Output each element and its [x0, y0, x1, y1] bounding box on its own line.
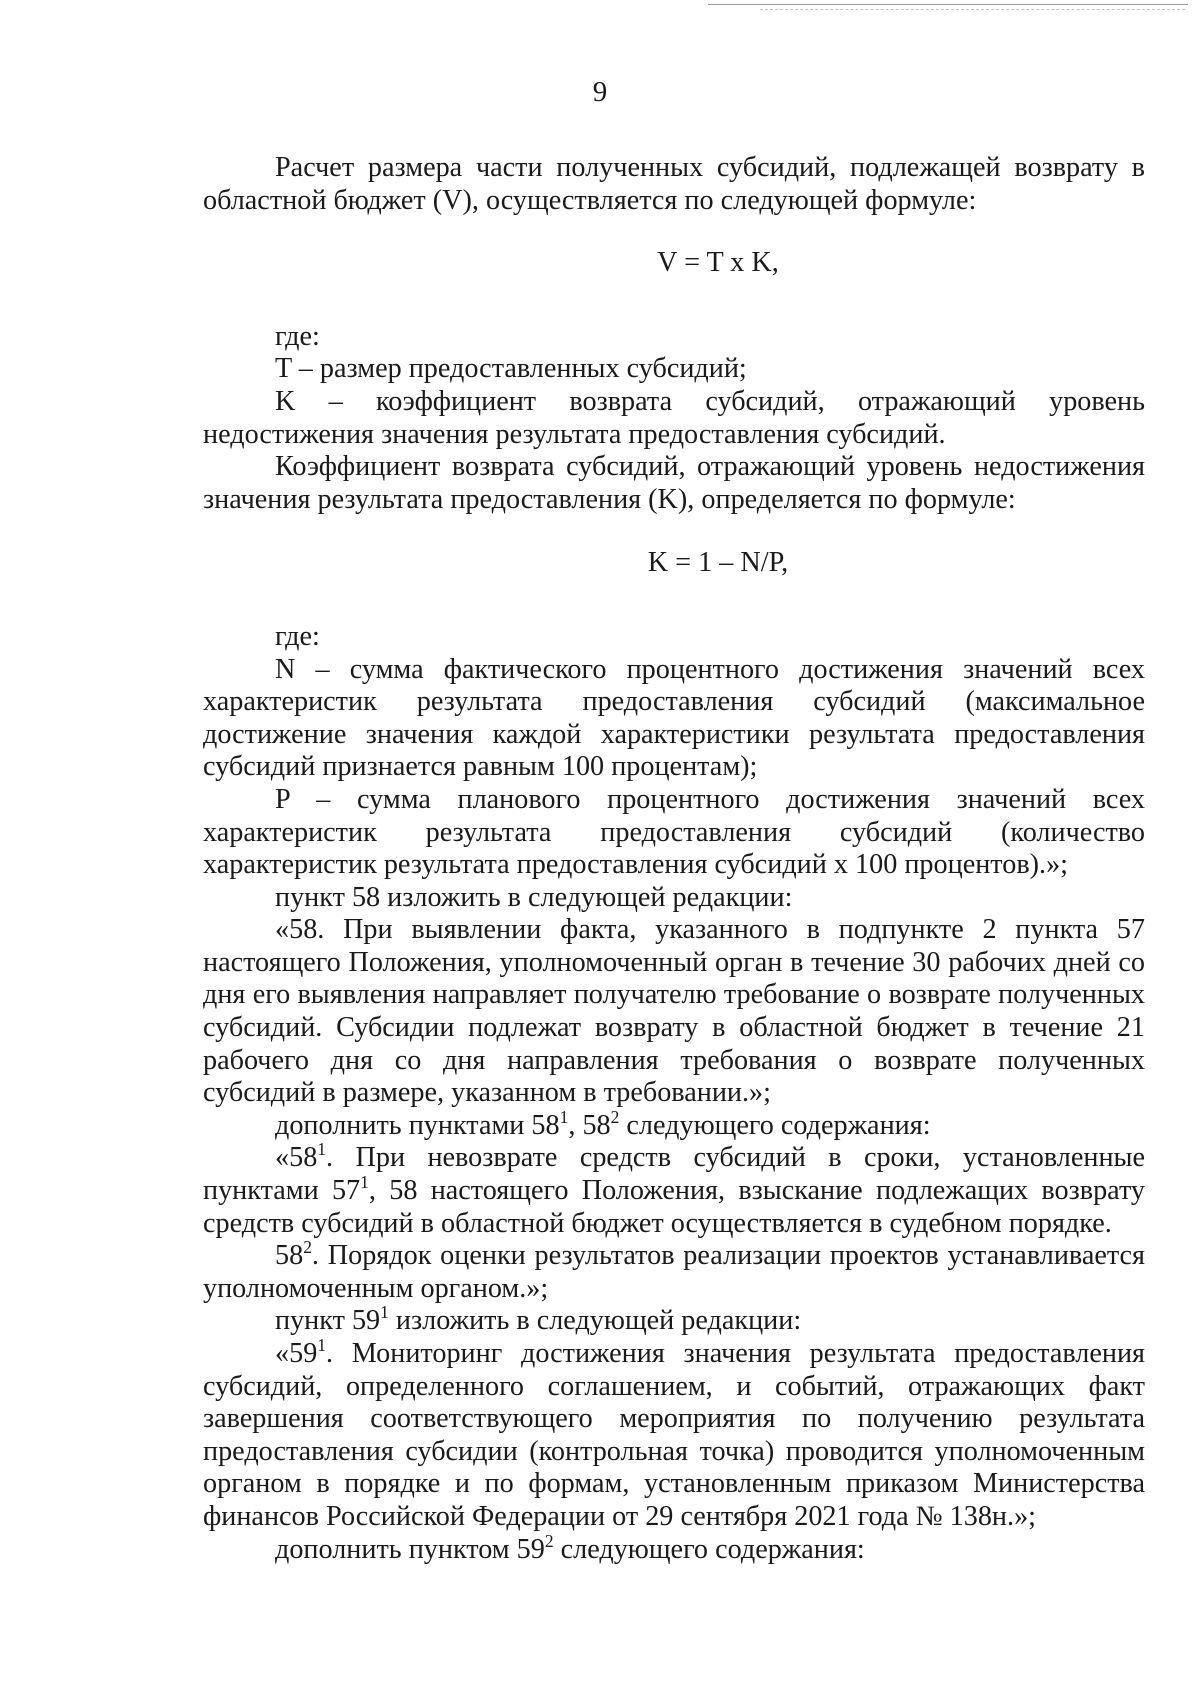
text-segment: «59 — [275, 1338, 318, 1369]
text-segment: «58 — [275, 1142, 318, 1174]
definition-t: T – размер предоставленных субсидий; — [275, 353, 747, 385]
paragraph-59-1 — [203, 1335, 1145, 1534]
superscript: 2 — [544, 1530, 554, 1551]
text-segment: следующего содержания: — [553, 1533, 865, 1565]
superscript: 1 — [559, 1107, 569, 1128]
superscript: 2 — [303, 1237, 312, 1258]
paragraph-calculation: Расчет размера части полученных субсидий, подлежащей возврату в областной бюджет (V), осуществляется по следующей формуле: — [203, 152, 1145, 216]
text-segment: , 58 настоящего Положения, взыскание подлежащих возврату средств субсидий в областной бюджет осуществляется в судебном порядке. — [203, 1175, 1145, 1239]
paragraph-58-2 — [203, 1237, 1145, 1305]
text-segment: дополнить пунктами 58 — [275, 1109, 560, 1141]
page-number: 9 — [592, 76, 608, 108]
text-segment: следующего содержания: — [619, 1109, 931, 1141]
paragraph-58-intro: пункт 58 изложить в следующей редакции: — [275, 881, 793, 913]
definition-k: K – коэффициент возврата субсидий, отражающий уровень недостижения значения результата предоставления субсидий. — [203, 385, 1145, 450]
scan-edge-line — [760, 9, 1185, 10]
text-segment: пункт 59 — [275, 1305, 381, 1337]
text-segment: . Порядок оценки результатов реализации проектов устанавливается уполномоченным органом.»; — [203, 1240, 1145, 1304]
scan-edge-line — [708, 4, 1188, 5]
formula-v: V = T x K, — [657, 247, 779, 279]
definition-p: P – сумма планового процентного достижения значений всех характеристик результата предоставления субсидий (количество характеристик результата предоставления субсидий x 100 процентов).»; — [203, 783, 1145, 881]
formula-k: K = 1 – N/P, — [647, 547, 789, 579]
paragraph-add-58 — [203, 1107, 1145, 1143]
text-segment: изложить в следующей редакции: — [388, 1305, 802, 1337]
definition-n: N – сумма фактического процентного достижения значений всех характеристик результата предоставления субсидий (максимальное достижение значения каждой характеристики результата предоставления субсидий признается равным 100 процентам); — [203, 653, 1145, 783]
paragraph-58-1 — [203, 1139, 1145, 1240]
document-body — [203, 152, 1145, 1566]
superscript: 2 — [610, 1107, 620, 1128]
superscript: 1 — [317, 1335, 327, 1356]
superscript: 1 — [317, 1139, 327, 1160]
paragraph-add-59 — [203, 1530, 1145, 1567]
paragraph-coefficient: Коэффициент возврата субсидий, отражающий уровень недостижения значения результата предоставления (K), определяется по формуле: — [203, 451, 1145, 515]
text-segment: . Мониторинг достижения значения результата предоставления субсидий, определенного соглашением, и событий, отражающих факт завершения соответствующего мероприятия по получению результата предоставления субсидии (контрольная точка) проводится уполномоченным органом в порядке и по формам, установленным приказом Министерства финансов Российской Федерации от 29 сентября 2021 года № 138н.»; — [203, 1338, 1145, 1532]
superscript: 1 — [360, 1172, 369, 1193]
text-segment: дополнить пунктом 59 — [275, 1533, 545, 1565]
text-segment: . При невозврате средств субсидий в сроки, установленные пунктами 57 — [203, 1142, 1145, 1207]
text-segment: , 58 — [568, 1109, 611, 1141]
text-segment: 58 — [275, 1240, 304, 1272]
paragraph-58: «58. При выявлении факта, указанного в подпункте 2 пункта 57 настоящего Положения, уполномоченный орган в течение 30 рабочих дней со дня его выявления направляет получателю требование о возврате полученных субсидий. Субсидии подлежат возврату в областной бюджет в течение 21 рабочего дня со дня направления требования о возврате полученных субсидий в размере, указанном в требовании.»; — [203, 914, 1145, 1109]
where-label: где: — [275, 620, 320, 652]
superscript: 1 — [380, 1302, 389, 1323]
where-label: где: — [275, 320, 320, 352]
paragraph-59-intro — [203, 1302, 1145, 1338]
